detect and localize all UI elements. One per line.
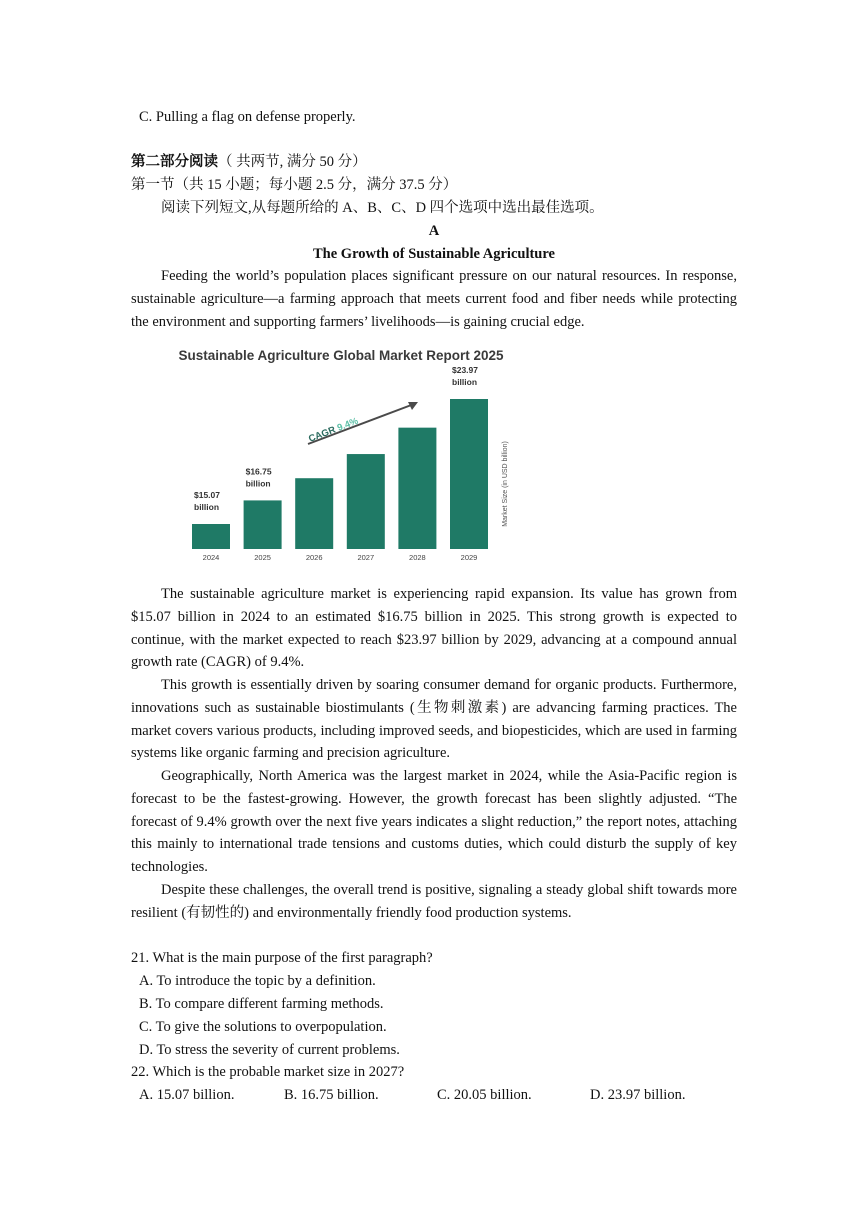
tick-label-2029: 2029 — [460, 553, 478, 562]
bar-value-label-2024: billion — [194, 502, 220, 512]
passage-letter: A — [428, 223, 440, 239]
paragraph-2: The sustainable agriculture market is experiencing rapid expansion. Its value has grown from $15.07 billion in 2024 to an estimated $16.75 billion in 2025. This strong growth is expected to continue, with the market expected to reach $23.97 billion by 2029, advancing at a compound annual growth rate (CAGR) of 9.4%. — [131, 586, 737, 671]
question-22-option-b: B. 16.75 billion. — [284, 1087, 379, 1103]
tick-label-2024: 2024 — [202, 553, 220, 562]
tick-label-2025: 2025 — [254, 553, 271, 562]
cagr-annotation: CAGR 9.4% — [307, 415, 360, 445]
question-21-stem: 21. What is the main purpose of the first paragraph? — [131, 950, 433, 966]
bar-value-label-2029: billion — [452, 377, 478, 387]
question-21-option-a: A. To introduce the topic by a definition. — [139, 973, 376, 989]
tick-label-2027: 2027 — [357, 553, 375, 562]
bar-2029 — [450, 399, 488, 549]
previous-question-option: C. Pulling a flag on defense properly. — [139, 109, 356, 125]
bar-2027 — [347, 454, 385, 549]
bar-2024 — [192, 524, 230, 549]
paragraph-4: Geographically, North America was the largest market in 2024, while the Asia-Pacific region is forecast to be the fastest-growing. However, the growth forecast has been slightly adjusted. “The forecast of 9.4% growth over the next five years indicates a slight reduction,” the report notes, attaching this mainly to international trade tensions and customs duties, which could disturb the supply of key technologies. — [131, 768, 737, 876]
chart-title: Sustainable Agriculture Global Market Report 2025 — [178, 348, 504, 363]
section-header — [131, 152, 367, 172]
paragraph-1: Feeding the world’s population places significant pressure on our natural resources. In response, sustainable agriculture—a farming approach that meets current food and fiber needs while protecting the environment and supporting farmers’ livelihoods—is gaining crucial edge. — [131, 268, 737, 330]
reading-instruction: 阅读下列短文,从每题所给的 A、B、C、D 四个选项中选出最佳选项。 — [161, 200, 604, 216]
bar-2026 — [295, 478, 333, 549]
question-21-option-c: C. To give the solutions to overpopulation. — [139, 1019, 387, 1035]
question-22-option-a: A. 15.07 billion. — [139, 1087, 235, 1103]
tick-label-2028: 2028 — [409, 553, 426, 562]
market-report-chart — [176, 344, 521, 566]
question-21-option-d: D. To stress the severity of current problems. — [139, 1042, 400, 1058]
question-21-option-b: B. To compare different farming methods. — [139, 996, 384, 1012]
paragraph-3: This growth is essentially driven by soaring consumer demand for organic products. Furthermore, innovations such as sustainable biostimulants (生物刺激素) are advancing farming practices. The market covers various products, including improved seeds, and biopesticides, which are used in farming systems like organic farming and precision agriculture. — [131, 677, 737, 762]
question-22-stem: 22. Which is the probable market size in 2027? — [131, 1064, 405, 1080]
question-22-option-c: C. 20.05 billion. — [437, 1087, 532, 1103]
bar-value-label-2029: $23.97 — [452, 365, 478, 375]
bar-2028 — [398, 428, 436, 549]
bar-value-label-2024: $15.07 — [194, 490, 220, 500]
paragraph-5: Despite these challenges, the overall trend is positive, signaling a steady global shift towards more resilient (有韧性的) and environmentally friendly food production systems. — [131, 882, 737, 921]
bar-value-label-2025: billion — [245, 478, 271, 489]
subsection-header: 第一节（共 15 小题；每小题 2.5 分，满分 37.5 分） — [131, 177, 458, 193]
chart-canvas — [176, 344, 521, 566]
bar-2025 — [244, 500, 282, 549]
y-axis-label: Market Size (in USD billion) — [502, 441, 509, 527]
section-header-title: 第二部分阅读 — [131, 154, 218, 170]
bar-value-label-2025: $16.75 — [245, 466, 272, 477]
section-header-score: （ 共两节, 满分 50 分） — [218, 154, 367, 170]
tick-label-2026: 2026 — [305, 553, 323, 562]
passage-title: The Growth of Sustainable Agriculture — [313, 246, 555, 262]
question-22-option-d: D. 23.97 billion. — [590, 1087, 686, 1103]
